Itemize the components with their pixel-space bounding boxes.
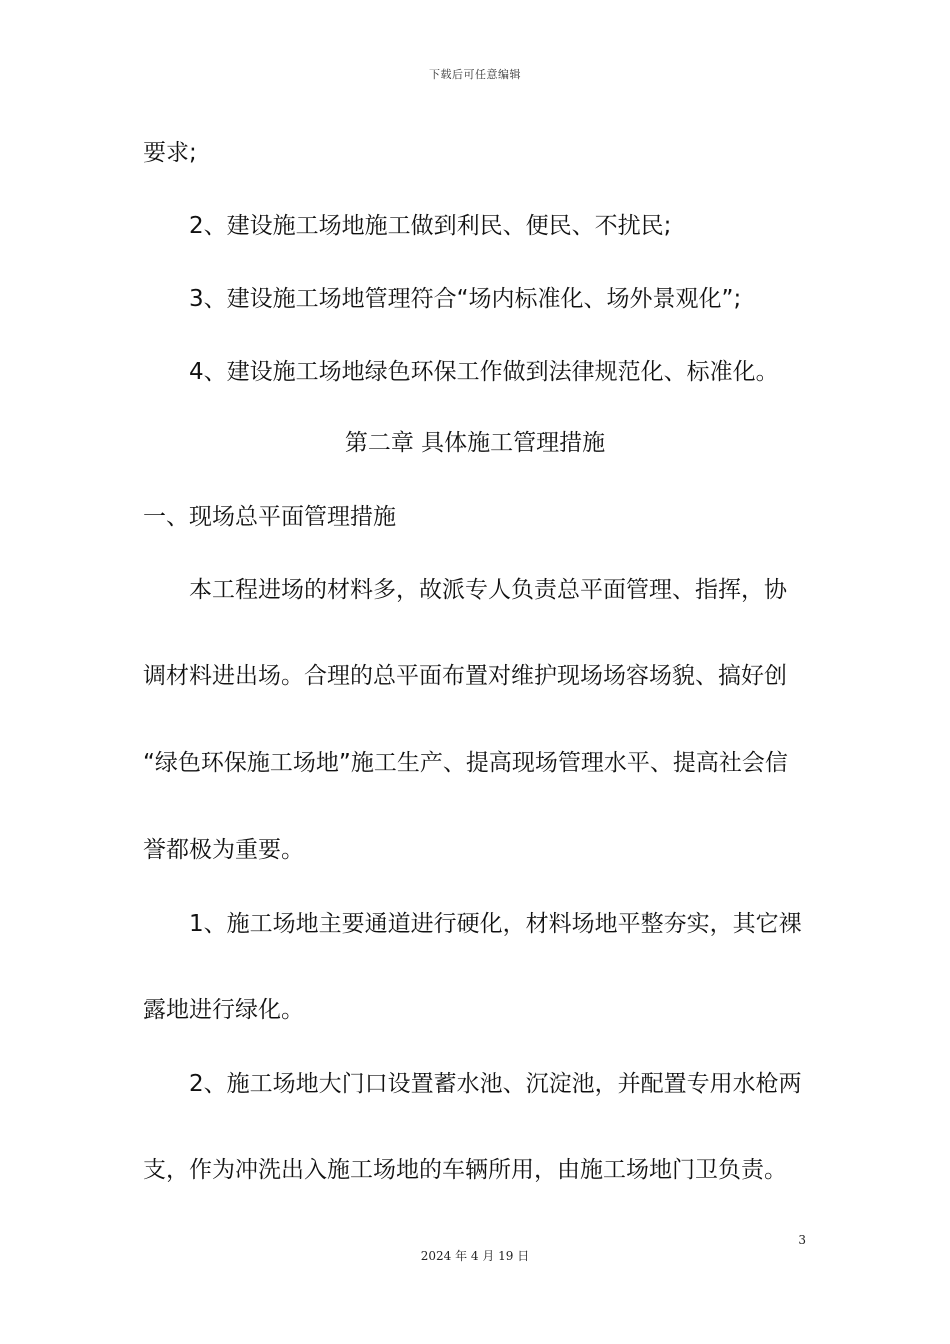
list-item-2: 2、建设施工场地施工做到利民、便民、不扰民; xyxy=(189,213,672,239)
list-item-4: 4、建设施工场地绿色环保工作做到法律规范化、标准化。 xyxy=(189,359,779,385)
page-footer-date: 2024 年 4 月 19 日 xyxy=(420,1249,530,1263)
page-header: 下载后可任意编辑 xyxy=(429,68,521,81)
measure-item-2: 2、施工场地大门口设置蓄水池、沉淀池，并配置专用水枪两 xyxy=(189,1071,802,1097)
paragraph-line: 本工程进场的材料多，故派专人负责总平面管理、指挥，协 xyxy=(189,577,787,603)
measure-item-2-cont: 支，作为冲洗出入施工场地的车辆所用，由施工场地门卫负责。 xyxy=(143,1157,787,1183)
measure-item-1-cont: 露地进行绿化。 xyxy=(143,997,304,1023)
chapter-heading: 第二章 具体施工管理措施 xyxy=(344,430,606,456)
text-line-requirements-end: 要求; xyxy=(143,140,197,166)
list-item-3: 3、建设施工场地管理符合“场内标准化、场外景观化”; xyxy=(189,286,742,312)
page-number: 3 xyxy=(798,1233,806,1247)
measure-item-1: 1、施工场地主要通道进行硬化，材料场地平整夯实，其它裸 xyxy=(189,911,802,937)
paragraph-line: 调材料进出场。合理的总平面布置对维护现场场容场貌、搞好创 xyxy=(143,663,787,689)
section-heading: 一、现场总平面管理措施 xyxy=(143,504,396,530)
paragraph-line: “绿色环保施工场地”施工生产、提高现场管理水平、提高社会信 xyxy=(143,750,788,776)
paragraph-line: 誉都极为重要。 xyxy=(143,837,304,863)
